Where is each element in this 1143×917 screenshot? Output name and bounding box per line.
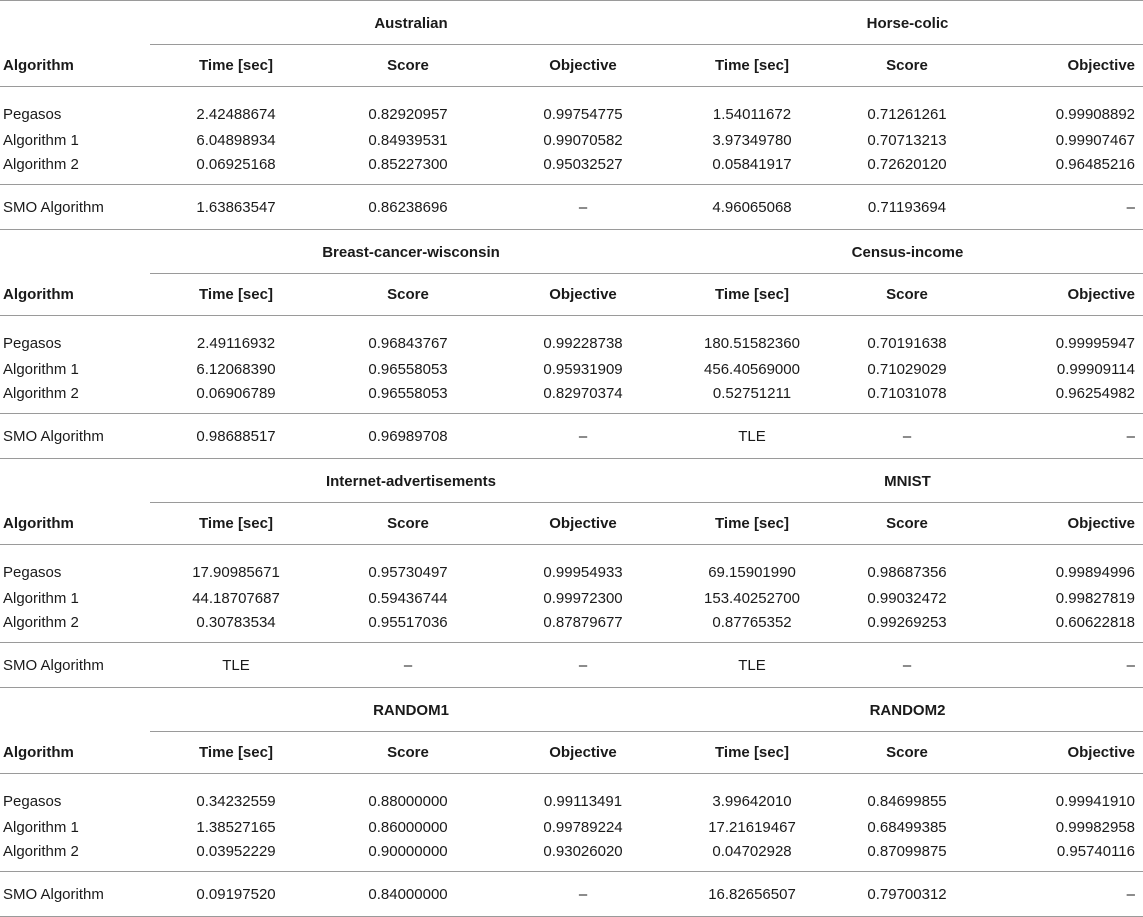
- time-value: TLE: [150, 643, 322, 688]
- table-row: [0, 127, 1143, 153]
- algorithm-name: SMO Algorithm: [0, 872, 150, 917]
- dataset-header-row: [0, 1, 1143, 45]
- objective-value: 0.99941910: [1055, 793, 1135, 810]
- table-row: [0, 382, 1143, 414]
- score-value: 0.79700312: [832, 872, 982, 917]
- header-algorithm: Algorithm: [0, 274, 150, 316]
- score-value: –: [832, 414, 982, 459]
- score-value: 0.88000000: [368, 793, 448, 810]
- score-value: 0.87099875: [832, 840, 982, 872]
- spacer-cell: [0, 230, 150, 274]
- objective-value: 0.99909114: [1056, 360, 1135, 378]
- header-objective-right: Objective: [982, 274, 1143, 316]
- time-value: 3.99642010: [712, 793, 792, 810]
- table-row: [0, 87, 1143, 128]
- column-header-row: [0, 503, 1143, 545]
- objective-value: –: [982, 414, 1143, 459]
- score-value: 0.82920957: [368, 106, 448, 123]
- header-algorithm: Algorithm: [0, 503, 150, 545]
- score-value: 0.96989708: [322, 414, 494, 459]
- algorithm-name: SMO Algorithm: [0, 414, 150, 459]
- score-value: 0.68499385: [867, 818, 947, 836]
- objective-value: 0.95931909: [543, 360, 623, 378]
- header-time-left: Time [sec]: [150, 503, 322, 545]
- algorithm-name: Algorithm 1: [3, 589, 79, 607]
- score-value: 0.84699855: [867, 793, 947, 810]
- objective-value: 0.99995947: [1055, 335, 1135, 352]
- time-value: 6.12068390: [196, 360, 276, 378]
- objective-value: 0.95740116: [982, 840, 1143, 872]
- header-time-left: Time [sec]: [150, 274, 322, 316]
- algorithm-name: Algorithm 1: [3, 131, 79, 149]
- time-value: 0.34232559: [196, 793, 276, 810]
- time-value: 17.90985671: [192, 564, 280, 581]
- score-value: 0.70191638: [867, 335, 947, 352]
- dataset-title-left: Breast-cancer-wisconsin: [150, 230, 672, 274]
- objective-value: –: [982, 872, 1143, 917]
- header-score-left: Score: [322, 274, 494, 316]
- objective-value: 0.99894996: [1055, 564, 1135, 581]
- time-value: 17.21619467: [708, 818, 796, 836]
- score-value: 0.71193694: [832, 185, 982, 230]
- dataset-title-right: Horse-colic: [672, 1, 1143, 45]
- smo-row: [0, 872, 1143, 917]
- time-value: 0.05841917: [672, 153, 832, 185]
- score-value: 0.99269253: [832, 611, 982, 643]
- header-objective-right: Objective: [982, 45, 1143, 87]
- time-value: 1.54011672: [712, 106, 792, 123]
- time-value: 0.98688517: [150, 414, 322, 459]
- table-row: [0, 840, 1143, 872]
- algorithm-name: Pegasos: [3, 106, 62, 123]
- time-value: 180.51582360: [704, 335, 800, 352]
- objective-value: 0.99954933: [543, 564, 623, 581]
- time-value: 0.06925168: [150, 153, 322, 185]
- score-value: 0.71031078: [832, 382, 982, 414]
- algorithm-name: Algorithm 2: [0, 153, 150, 185]
- time-value: 4.96065068: [672, 185, 832, 230]
- smo-row: [0, 185, 1143, 230]
- objective-value: 0.99827819: [1055, 589, 1135, 607]
- objective-value: 0.95032527: [494, 153, 672, 185]
- spacer-cell: [0, 688, 150, 732]
- table-row: [0, 611, 1143, 643]
- algorithm-name: Algorithm 2: [0, 840, 150, 872]
- score-value: 0.86000000: [368, 818, 448, 836]
- dataset-title-right: Census-income: [672, 230, 1143, 274]
- spacer-cell: [0, 459, 150, 503]
- objective-value: 0.99113491: [543, 793, 623, 810]
- dataset-title-left: Australian: [150, 1, 672, 45]
- objective-value: –: [982, 643, 1143, 688]
- header-objective-right: Objective: [982, 732, 1143, 774]
- header-time-right: Time [sec]: [672, 274, 832, 316]
- score-value: 0.59436744: [368, 589, 448, 607]
- time-value: 44.18707687: [192, 589, 280, 607]
- algorithm-name: SMO Algorithm: [0, 643, 150, 688]
- algorithm-name: Algorithm 2: [0, 611, 150, 643]
- header-algorithm: Algorithm: [0, 45, 150, 87]
- header-score-right: Score: [832, 732, 982, 774]
- score-value: 0.71029029: [867, 360, 947, 378]
- objective-value: 0.99907467: [1055, 131, 1135, 149]
- header-time-right: Time [sec]: [672, 45, 832, 87]
- score-value: –: [832, 643, 982, 688]
- time-value: 0.03952229: [150, 840, 322, 872]
- score-value: 0.96558053: [322, 382, 494, 414]
- header-objective-right: Objective: [982, 503, 1143, 545]
- score-value: 0.95517036: [322, 611, 494, 643]
- objective-value: 0.93026020: [494, 840, 672, 872]
- time-value: 1.38527165: [196, 818, 276, 836]
- score-value: –: [322, 643, 494, 688]
- score-value: 0.90000000: [322, 840, 494, 872]
- objective-value: 0.96485216: [982, 153, 1143, 185]
- time-value: 6.04898934: [196, 131, 276, 149]
- column-header-row: [0, 45, 1143, 87]
- objective-value: 0.87879677: [494, 611, 672, 643]
- objective-value: 0.99789224: [543, 818, 623, 836]
- time-value: 2.42488674: [196, 106, 276, 123]
- header-objective-left: Objective: [494, 732, 672, 774]
- smo-row: [0, 414, 1143, 459]
- objective-value: 0.60622818: [982, 611, 1143, 643]
- objective-value: 0.99908892: [1055, 106, 1135, 123]
- time-value: 0.06906789: [150, 382, 322, 414]
- dataset-header-row: [0, 688, 1143, 732]
- table-row: [0, 356, 1143, 382]
- objective-value: 0.99972300: [543, 589, 623, 607]
- header-time-right: Time [sec]: [672, 732, 832, 774]
- dataset-title-left: Internet-advertisements: [150, 459, 672, 503]
- header-time-left: Time [sec]: [150, 45, 322, 87]
- header-score-right: Score: [832, 274, 982, 316]
- table-row: [0, 585, 1143, 611]
- algorithm-name: Algorithm 1: [3, 360, 79, 378]
- time-value: 2.49116932: [196, 335, 276, 352]
- dataset-title-right: MNIST: [672, 459, 1143, 503]
- objective-value: –: [494, 414, 672, 459]
- table-row: [0, 814, 1143, 840]
- score-value: 0.96558053: [368, 360, 448, 378]
- algorithm-name: Algorithm 1: [3, 818, 79, 836]
- time-value: 0.04702928: [672, 840, 832, 872]
- time-value: 0.09197520: [150, 872, 322, 917]
- header-objective-left: Objective: [494, 503, 672, 545]
- algorithm-name: SMO Algorithm: [0, 185, 150, 230]
- objective-value: –: [494, 872, 672, 917]
- score-value: 0.72620120: [832, 153, 982, 185]
- algorithm-name: Pegasos: [3, 335, 62, 352]
- header-time-right: Time [sec]: [672, 503, 832, 545]
- objective-value: 0.96254982: [982, 382, 1143, 414]
- dataset-header-row: [0, 230, 1143, 274]
- time-value: 1.63863547: [150, 185, 322, 230]
- header-score-left: Score: [322, 732, 494, 774]
- algorithm-name: Pegasos: [3, 564, 62, 581]
- objective-value: 0.99228738: [543, 335, 623, 352]
- time-value: 0.52751211: [672, 382, 832, 414]
- header-score-right: Score: [832, 45, 982, 87]
- objective-value: 0.99754775: [543, 106, 623, 123]
- time-value: 0.30783534: [150, 611, 322, 643]
- table-row: [0, 774, 1143, 815]
- results-table-body: [0, 1, 1143, 917]
- column-header-row: [0, 732, 1143, 774]
- dataset-title-right: RANDOM2: [672, 688, 1143, 732]
- score-value: 0.71261261: [867, 106, 947, 123]
- algorithm-name: Pegasos: [3, 793, 62, 810]
- objective-value: –: [494, 643, 672, 688]
- time-value: 16.82656507: [672, 872, 832, 917]
- algorithm-name: Algorithm 2: [0, 382, 150, 414]
- objective-value: 0.99070582: [543, 131, 623, 149]
- time-value: 69.15901990: [708, 564, 796, 581]
- header-time-left: Time [sec]: [150, 732, 322, 774]
- objective-value: 0.99982958: [1055, 818, 1135, 836]
- table-row: [0, 316, 1143, 357]
- table-row: [0, 545, 1143, 586]
- score-value: 0.84939531: [368, 131, 448, 149]
- header-score-left: Score: [322, 503, 494, 545]
- table-row: [0, 153, 1143, 185]
- header-objective-left: Objective: [494, 274, 672, 316]
- smo-row: [0, 643, 1143, 688]
- dataset-title-left: RANDOM1: [150, 688, 672, 732]
- objective-value: –: [982, 185, 1143, 230]
- spacer-cell: [0, 1, 150, 45]
- time-value: 0.87765352: [672, 611, 832, 643]
- score-value: 0.99032472: [867, 589, 947, 607]
- score-value: 0.85227300: [322, 153, 494, 185]
- dataset-header-row: [0, 459, 1143, 503]
- time-value: TLE: [672, 643, 832, 688]
- header-algorithm: Algorithm: [0, 732, 150, 774]
- objective-value: 0.82970374: [494, 382, 672, 414]
- score-value: 0.98687356: [867, 564, 947, 581]
- score-value: 0.86238696: [322, 185, 494, 230]
- header-score-left: Score: [322, 45, 494, 87]
- time-value: 456.40569000: [704, 360, 800, 378]
- header-objective-left: Objective: [494, 45, 672, 87]
- score-value: 0.84000000: [322, 872, 494, 917]
- column-header-row: [0, 274, 1143, 316]
- header-score-right: Score: [832, 503, 982, 545]
- score-value: 0.70713213: [867, 131, 947, 149]
- score-value: 0.96843767: [368, 335, 448, 352]
- time-value: 153.40252700: [704, 589, 800, 607]
- objective-value: –: [494, 185, 672, 230]
- time-value: 3.97349780: [712, 131, 792, 149]
- score-value: 0.95730497: [368, 564, 448, 581]
- time-value: TLE: [672, 414, 832, 459]
